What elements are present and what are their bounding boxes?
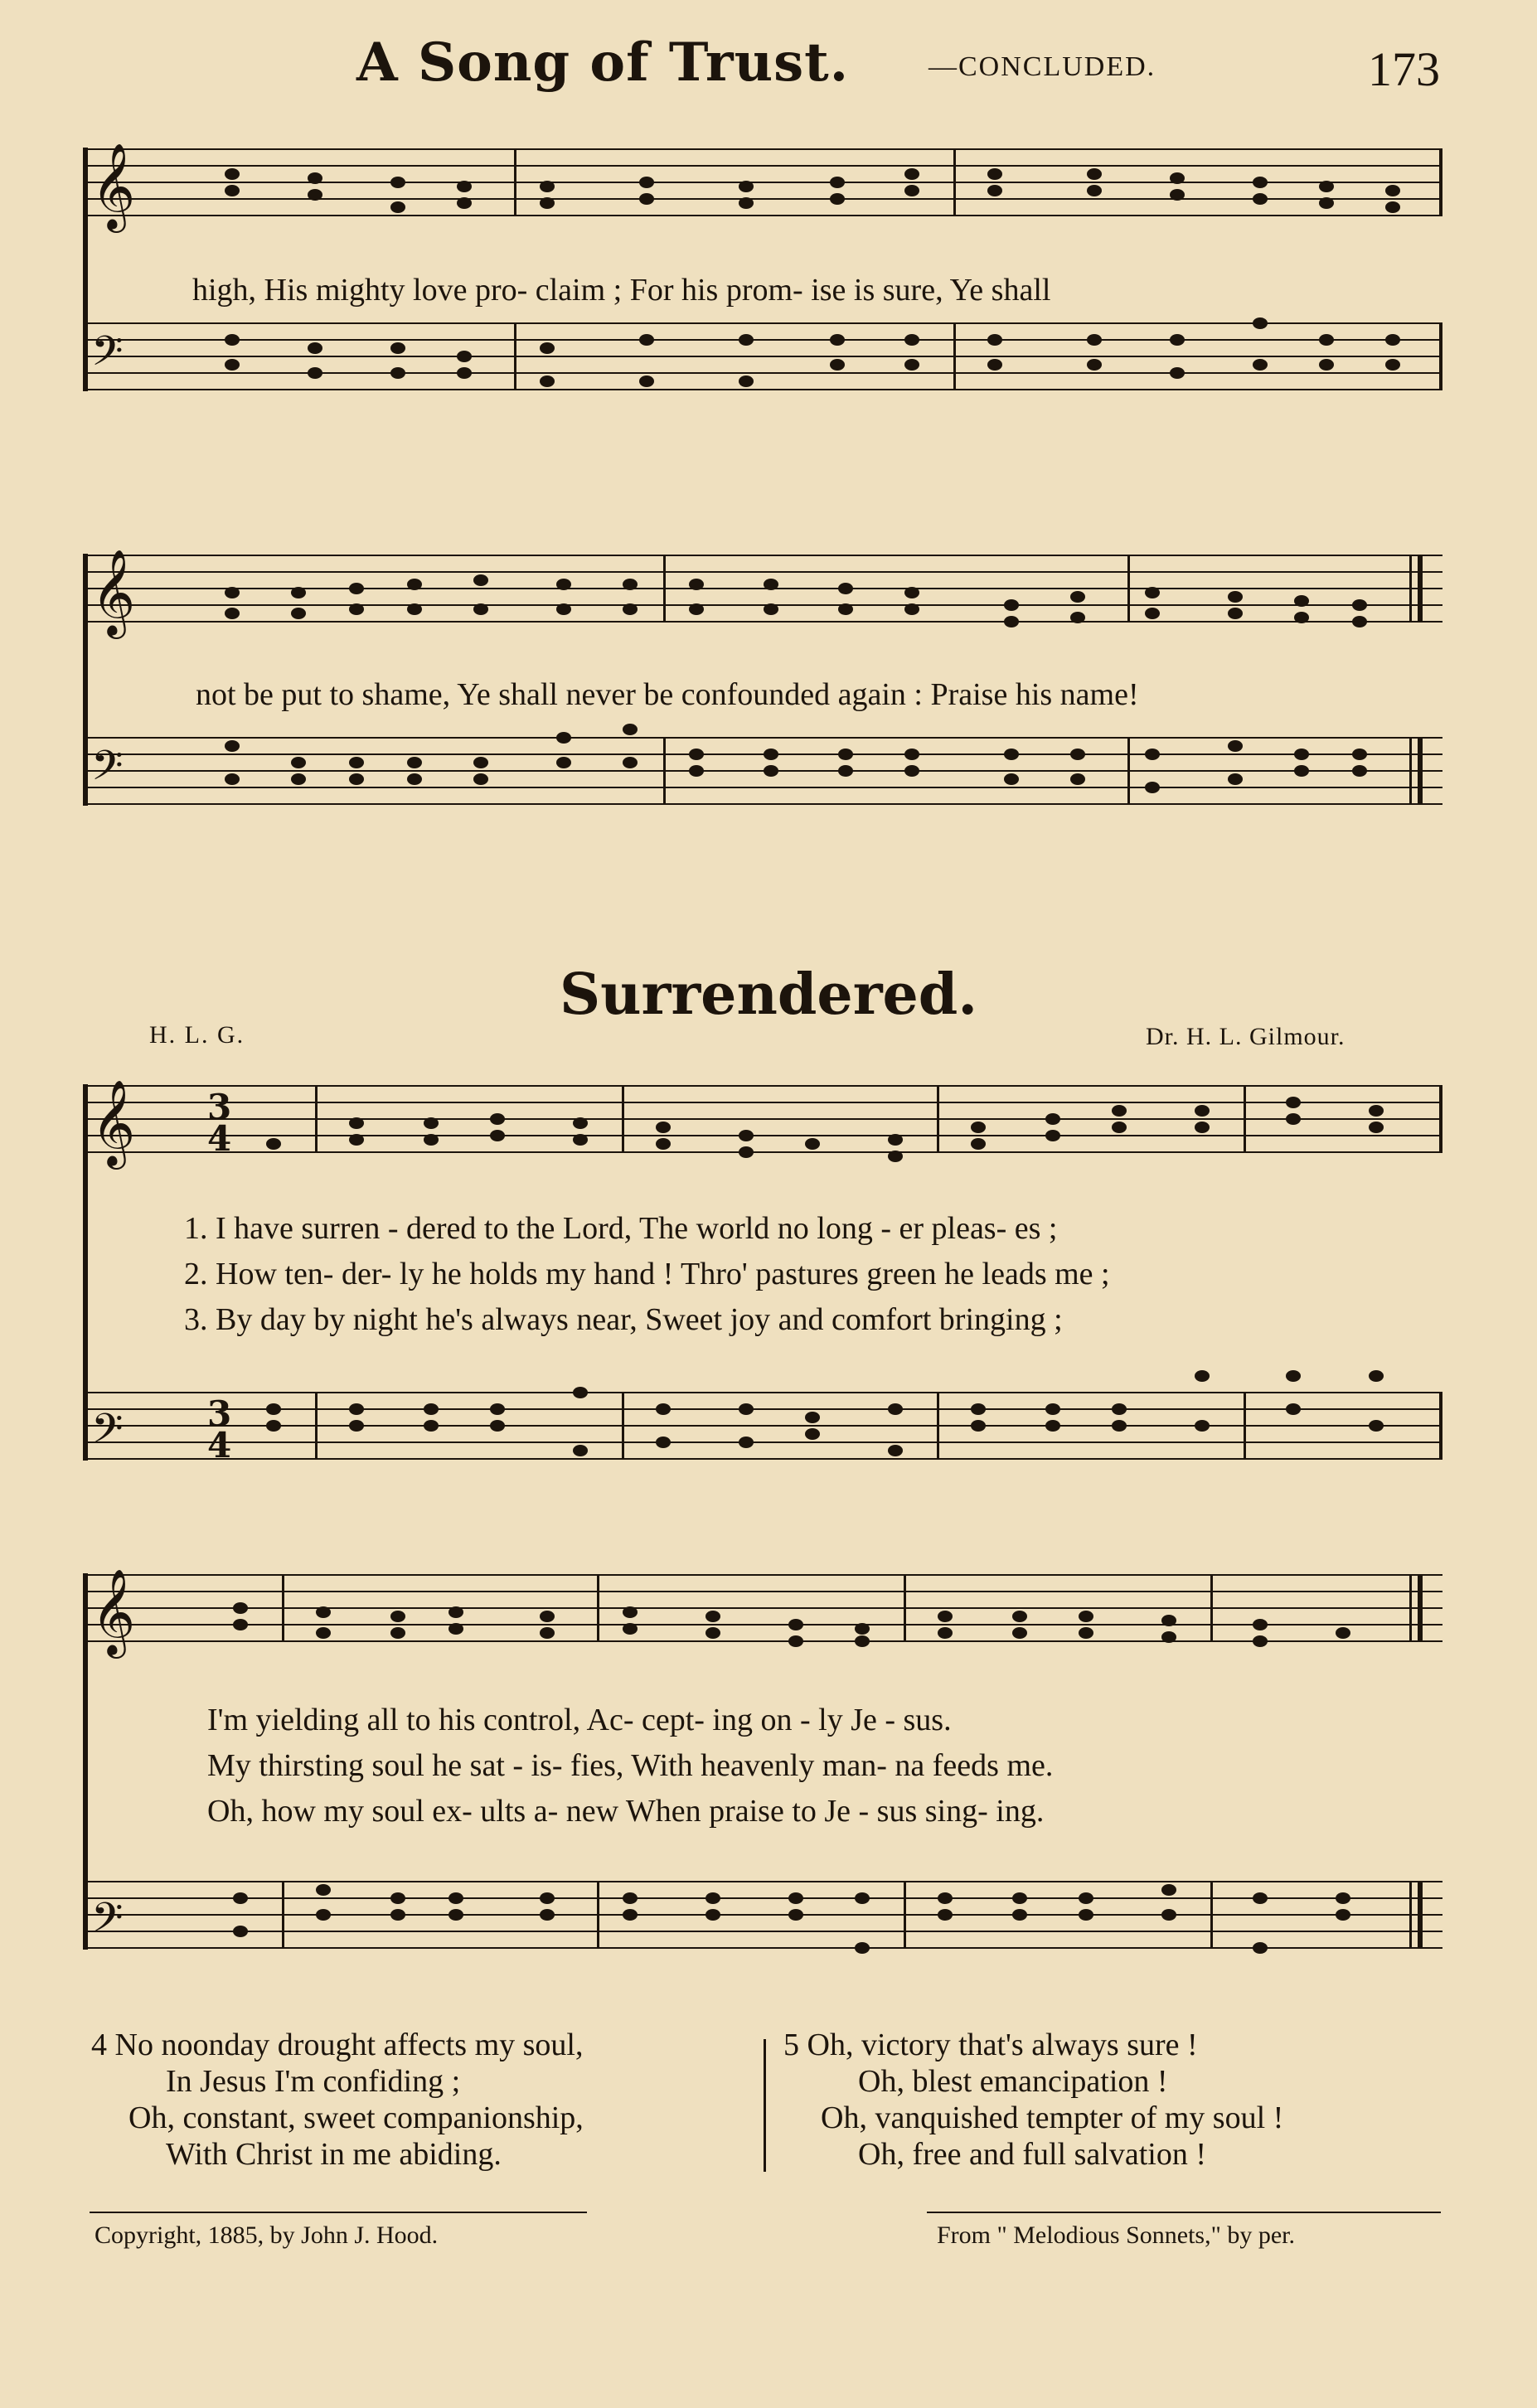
bass-staff <box>83 1393 1442 1459</box>
svg-text:4: 4 <box>207 1425 232 1466</box>
source-credit: From " Melodious Sonnets," by per. <box>937 2221 1295 2249</box>
lyric-line: My thirsting soul he sat - is- fies, With heavenly man- na feeds me. <box>207 1748 1054 1783</box>
bass-clef-icon: 𝄢 <box>91 1894 124 1952</box>
system-brace <box>83 148 88 391</box>
treble-staff <box>83 149 1442 216</box>
footer-rule <box>927 2212 1441 2213</box>
barlines <box>514 149 1442 390</box>
lyric-line: 1. I have surren - dered to the Lord, The world no long - er pleas- es ; <box>184 1211 1058 1246</box>
svg-text:3: 3 <box>207 1087 232 1127</box>
verse-line: With Christ in me abiding. <box>166 2137 502 2172</box>
lyric-line: I'm yielding all to his control, Ac- cept- ing on - ly Je - sus. <box>207 1703 952 1737</box>
treble-clef-icon: 𝄞 <box>91 1568 136 1655</box>
verse-5 <box>783 2027 1283 2173</box>
system-brace <box>83 1573 88 1950</box>
bass-staff <box>83 323 1442 390</box>
treble-staff <box>83 1086 1442 1152</box>
verse-line: In Jesus I'm confiding ; <box>166 2064 461 2099</box>
verse-divider <box>764 2039 766 2172</box>
song-title-a-song-of-trust: A Song of Trust. <box>356 31 849 94</box>
song-title-surrendered: Surrendered. <box>559 962 978 1028</box>
system-brace <box>83 1084 88 1461</box>
lyric-line: not be put to shame, Ye shall never be confounded again : Praise his name! <box>196 677 1139 712</box>
lyricist-credit: H. L. G. <box>149 1021 245 1049</box>
lyric-line: 3. By day by night he's always near, Sweet joy and comfort bringing ; <box>184 1302 1063 1337</box>
copyright-notice: Copyright, 1885, by John J. Hood. <box>95 2221 439 2249</box>
system-brace <box>83 554 88 806</box>
treble-clef-icon: 𝄞 <box>91 549 136 636</box>
lyric-line: 2. How ten- der- ly he holds my hand ! Thro' pastures green he leads me ; <box>184 1257 1110 1291</box>
page-number: 173 <box>1368 42 1440 96</box>
verse-line: 4 No noonday drought affects my soul, <box>91 2028 584 2062</box>
bass-clef-icon: 𝄢 <box>91 742 124 800</box>
verse-line: Oh, constant, sweet companionship, <box>128 2100 584 2135</box>
svg-text:4: 4 <box>207 1118 232 1159</box>
treble-clef-icon: 𝄞 <box>91 143 136 230</box>
verse-4 <box>91 2027 584 2173</box>
treble-staff <box>83 1575 1442 1641</box>
title-suffix-concluded: —CONCLUDED. <box>929 51 1156 82</box>
verse-line: Oh, vanquished tempter of my soul ! <box>821 2100 1284 2135</box>
composer-credit: Dr. H. L. Gilmour. <box>1146 1023 1345 1050</box>
svg-text:3: 3 <box>207 1393 232 1434</box>
lyric-line: high, His mighty love pro- claim ; For his prom- ise is sure, Ye shall <box>192 273 1051 308</box>
lyric-line: Oh, how my soul ex- ults a- new When praise to Je - sus sing- ing. <box>207 1794 1045 1829</box>
bass-clef-icon: 𝄢 <box>91 327 124 385</box>
bass-staff <box>83 1882 1442 1948</box>
verse-line: Oh, blest emancipation ! <box>858 2064 1168 2099</box>
bass-clef-icon: 𝄢 <box>91 1405 124 1463</box>
footer-rule <box>90 2212 587 2213</box>
treble-clef-icon: 𝄞 <box>91 1079 136 1166</box>
verse-line: 5 Oh, victory that's always sure ! <box>783 2028 1198 2062</box>
verse-line: Oh, free and full salvation ! <box>858 2137 1206 2172</box>
